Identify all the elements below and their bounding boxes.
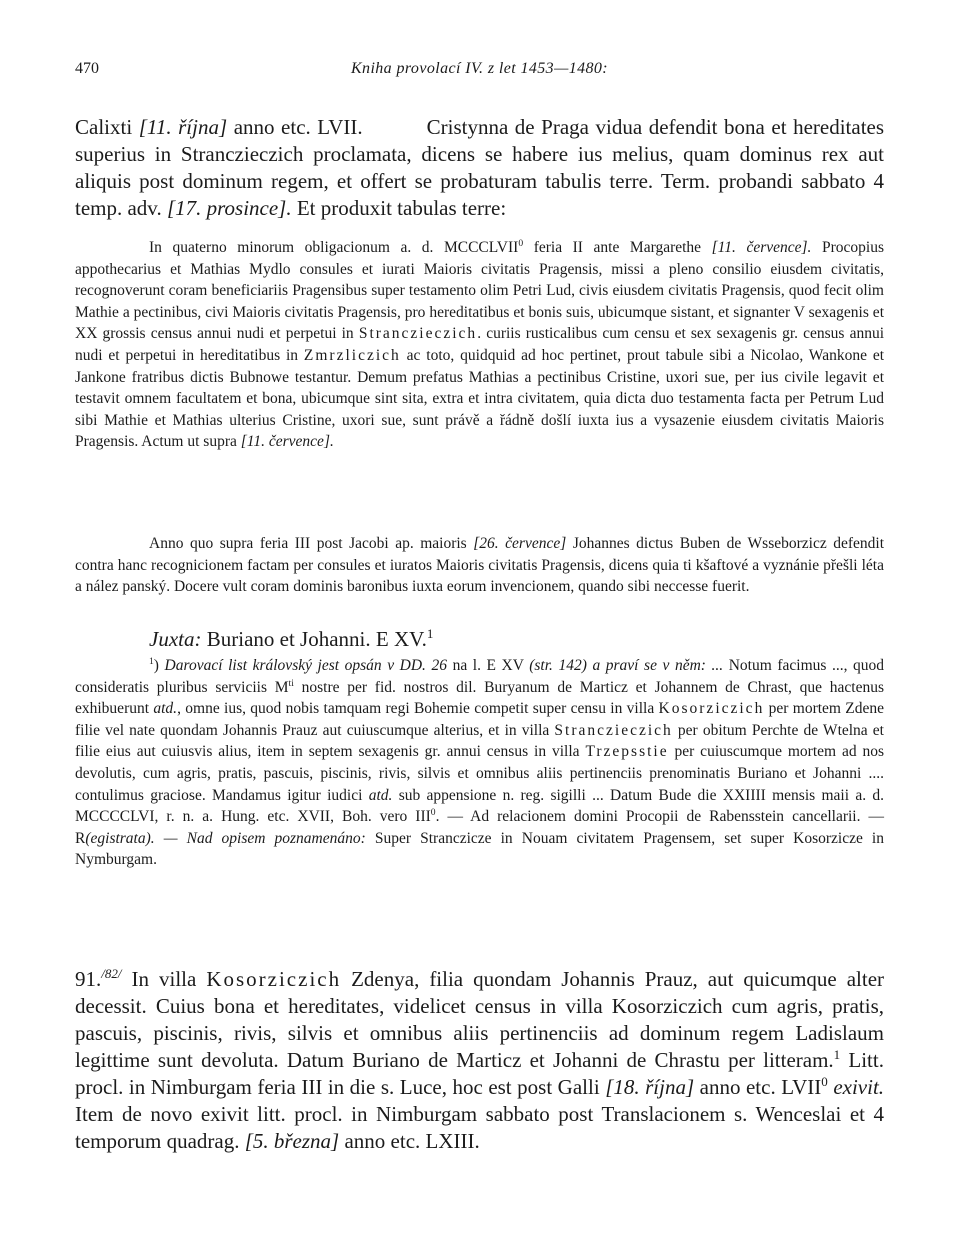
text-notum: Notum facimus ..., quod consideratis pluribus serviciis M xyxy=(75,657,885,696)
text-procopius: Procopius appothecarius et Mathias Mydlo consules et iurati Maioris civitatis Pragensis, missi a pleno consilio eiusdem civitatis, recognoverunt coram beneficiariis Pragensibus super testamento olim Petri Lud, civis eiusdem civitatis Pragensis, quod fecit olim Mathie a pectinibus, civi Maioris civitatis Pragensis, pro hereditatibus et bonis suis, ubicumque sistant, et signanter V sexagenis et XX grossis census annui nudi et perpetui in xyxy=(75,239,885,343)
superscript: 0 xyxy=(821,1074,828,1089)
place-name: Kosorziczich xyxy=(658,700,765,718)
footnote xyxy=(75,655,884,871)
text-relacionem: . — Ad relacionem domini Procopii de Rabensstein cancellarii. — xyxy=(435,808,884,826)
text-omne-ius: , omne ius, quod nobis tamquam regi Bohemie competit super censu in villa xyxy=(177,700,655,718)
footnote-marker: 1 xyxy=(149,655,154,667)
text-r: R xyxy=(75,829,86,847)
superscript: 0 xyxy=(518,237,524,249)
date-note: [11. července]. xyxy=(240,433,334,451)
text-str: (str. 142) a praví se v něm: ... xyxy=(529,657,724,674)
text-toto: ac toto, quidquid ad hoc pertinet, prout tabule sibi a Nicolao, Wankone et Jankone fratribus dictis Bubnowe testantur. Demum prefatus Mathias a pectinibus Cristine, uxori sue, per ius civile legavit et testavit omnem facultatem et bona, ubicumque sint sita, extra et intra civitatem, quia dicta duo testamenta facta per Petrum Lud sibi Mathie et Mathias ulterius Cristine, uxori sue, sunt právě a řádně došlí iuxta ius a vysazenie eiusdem civitatis Maioris Pragensis. Actum ut supra xyxy=(75,346,885,451)
text-anno-lvii: anno etc. LVII xyxy=(699,1075,822,1099)
place-name: Zmrzliczich xyxy=(303,346,401,364)
text-curiis: . curiis rusticalibus cum censu et sex sexagenis gr. census annui nudi et perpetui in hereditatibus in xyxy=(75,325,885,364)
place-name: Stranczieczich xyxy=(358,325,478,343)
date-note: [11. října] xyxy=(138,115,228,139)
text-anno-quo: Anno quo supra feria III post Jacobi ap. maioris xyxy=(149,535,467,552)
running-head xyxy=(75,60,884,84)
text-item: Item de novo exivit litt. procl. in Nimburgam sabbato post Translacionem s. Wenceslai et 4 temporum quadrag. xyxy=(75,1102,884,1153)
paragraph-buben xyxy=(75,533,884,598)
text-produxit: Et produxit tabulas terre: xyxy=(296,196,507,220)
text-feria: feria II ante Margarethe xyxy=(523,239,702,256)
place-name: Kosorziczich xyxy=(206,967,342,991)
text-na-l: na l. E XV xyxy=(452,657,524,674)
text-anno-lxiii: anno etc. LXIII. xyxy=(344,1129,480,1153)
text-buriano: Buriano et Johanni. E XV. xyxy=(206,627,427,651)
page-number: 470 xyxy=(75,60,99,77)
footnote-ref: 1 xyxy=(426,626,434,641)
paragraph-cristynna xyxy=(75,114,884,222)
place-name: Stranczieczich xyxy=(554,721,673,739)
date-note: [17. prosince]. xyxy=(166,196,292,220)
text-calixti: Calixti xyxy=(75,115,133,139)
text-defendit: Cristynna de Praga vidua defendit bona et hereditates superius in Stranczieczich proclamata, dicens se habere ius melius, quam dominus rex aut aliquis post dominum regem, et offert se probaturam tabulis terre. Term. probandi sabbato 4 temp. adv. xyxy=(75,115,885,220)
entry-91 xyxy=(75,966,884,1155)
text-in-villa: In villa xyxy=(131,967,197,991)
text-super: Super Stranczicze in Nouam civitatem Pragensem, set super Kosorzicze in Nymburgam. xyxy=(75,829,884,869)
date-note: [11. července]. xyxy=(711,239,812,256)
entry-number: 91. xyxy=(75,967,102,991)
paragraph-quaterno xyxy=(75,237,884,453)
text-atd: atd. xyxy=(153,700,178,718)
text-darovaci: Darovací list královský jest opsán v DD. 26 xyxy=(164,657,447,674)
text-registrata: (egistrata). — Nad opisem poznamenáno: xyxy=(85,829,366,847)
running-title: Kniha provolací IV. z let 1453—1480: xyxy=(350,60,609,77)
superscript: ti xyxy=(288,677,294,689)
text-exivit: exivit. xyxy=(833,1075,885,1099)
text-johannes: Johannes dictus Buben de Wsseborzicz defendit contra hanc recognicionem factam per consules et iuratos Maioris civitatis Pragensis, dicens quia ti kšaftové a vyznánie přešli léta a nález panský. Docere vult coram dominis baronibus iuxta eorum invencionem, quando sibi neccesse fuerit. xyxy=(75,535,885,596)
date-note: [26. července] xyxy=(473,535,567,552)
text-cuiuscumque: per cuiuscumque mortem ad nos devolutis, cum agris, pratis, pascuis, piscinis, rivis, silvis et omnibus aliis pertinenciis prenominatis Buriano et Johanni .... contulimus graciose. Mandamus igitur iudici xyxy=(75,743,885,804)
footnote-paren: ) xyxy=(153,657,159,674)
place-name: Trzepsstie xyxy=(585,743,669,761)
text-quaterno: In quaterno minorum obligacionum a. d. MCCCLVII xyxy=(149,239,519,256)
text-per-obitum: per obitum Perchte de Wtelna et filie eius aut cuiusvis alius, item in septem sexagenis gr. annui census in villa xyxy=(75,721,884,761)
text-juxta: Juxta: xyxy=(149,627,202,651)
superscript: 0 xyxy=(430,807,436,818)
text-atd: atd. xyxy=(368,786,393,804)
date-note: [5. března] xyxy=(244,1129,340,1153)
paragraph-juxta xyxy=(75,626,958,653)
folio-number: /82/ xyxy=(101,966,122,981)
text-nostre: nostre per fid. nostros dil. Buryanum de Marticz et Johannem de Chrast, que hactenus exhibuerunt xyxy=(75,678,884,718)
text-sub-appensione: sub appensione n. reg. sigilli ... Datum Bude die XXIIII mensis maii a. d. MCCCCLVI, r. n. a. Hung. etc. XVII, Boh. vero III xyxy=(75,786,885,826)
footnote-ref: 1 xyxy=(833,1047,841,1062)
text-litt-procl: Litt. procl. in Nimburgam feria III in die s. Luce, hoc est post Galli xyxy=(75,1048,884,1099)
date-note: [18. října] xyxy=(605,1075,695,1099)
text-per-mortem: per mortem Zdene filie vel nate quondam Johannis Prauz aut cuiuscumque alterius, et in villa xyxy=(75,700,885,739)
text-anno: anno etc. LVII. xyxy=(233,115,363,139)
text-zdenya: Zdenya, filia quondam Johannis Prauz, aut quicumque alter decessit. Cuius bona et hereditates, videlicet census in villa Kosorziczich cum agris, pratis, pascuis, piscinis, rivis, silvis et omnibus aliis pertinenciis ad dominum regem Ladislaum legittime sunt devoluta. Datum Buriano de Marticz et Johanni de Chrastu per litteram. xyxy=(75,967,885,1072)
